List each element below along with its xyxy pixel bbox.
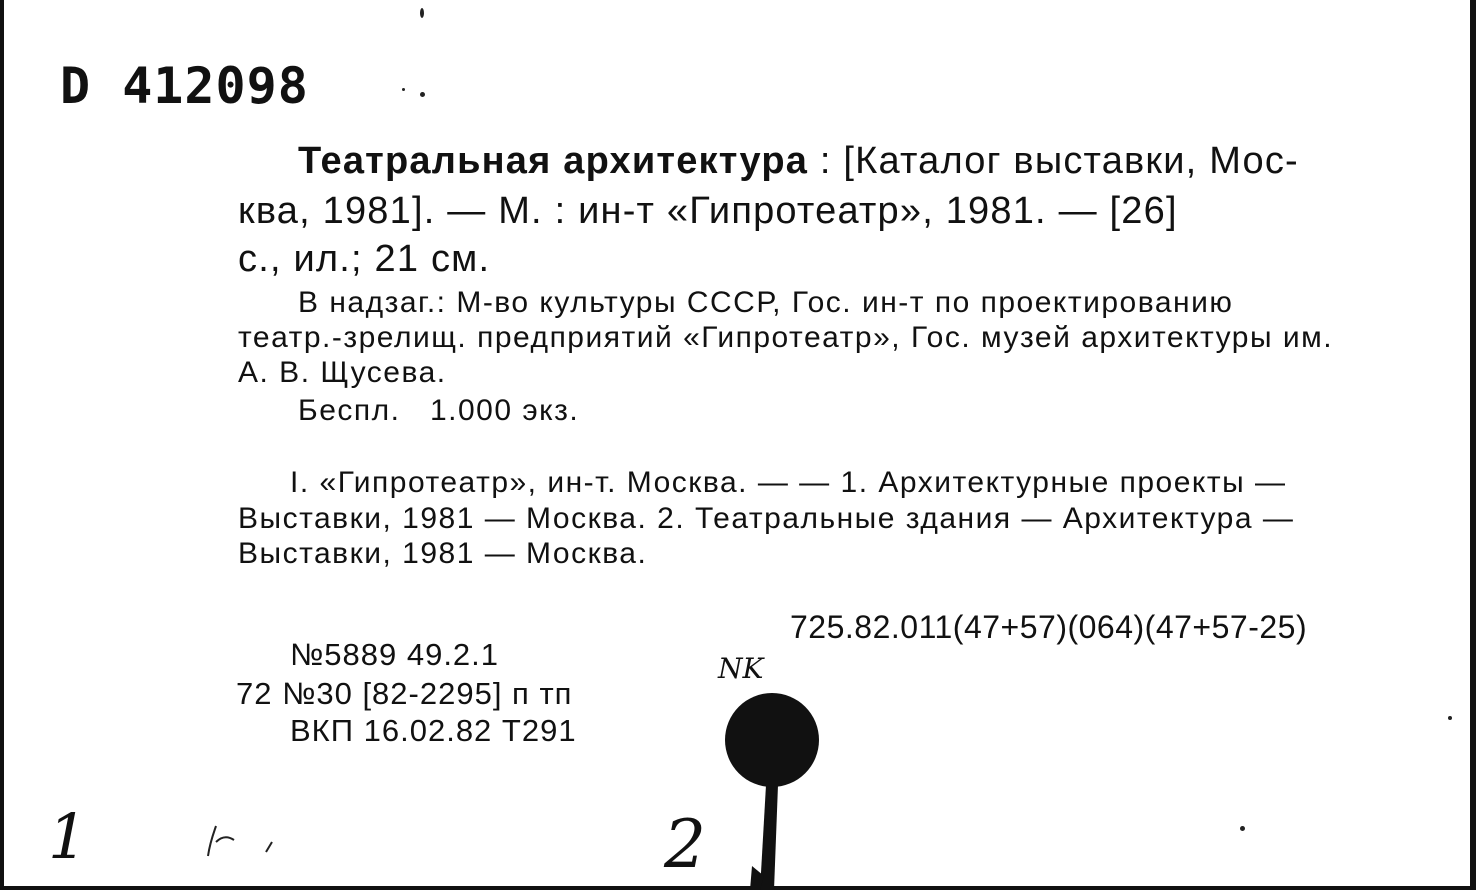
title-line [298, 140, 1299, 183]
handwritten-two: 2 [664, 806, 706, 883]
catalog-id: D 412098 [60, 57, 309, 115]
card-border-right [1470, 0, 1476, 890]
title-line: с., ил.; 21 см. [238, 238, 491, 280]
title-rest: : [Каталог выставки, Мос- [808, 140, 1299, 182]
speck [420, 92, 425, 97]
accession-line: 72 №30 [82-2295] п тп [236, 676, 573, 711]
free-copies-line: Беспл. 1.000 экз. [298, 394, 580, 427]
note-line: театр.-зрелищ. предприятий «Гипротеатр», Гос. музей архитектуры им. [238, 321, 1334, 354]
subject-line: Выставки, 1981 — Москва. [238, 537, 648, 570]
handwritten-nk: NK [718, 652, 764, 685]
note-line: В надзаг.: М-во культуры СССР, Гос. ин-т по проектированию [298, 286, 1234, 319]
title-line: ква, 1981]. — М. : ин-т «Гипротеатр», 1981. — [26] [238, 190, 1178, 232]
note-line: А. В. Щусева. [238, 356, 447, 389]
udc-code: 725.82.011(47+57)(064)(47+57-25) [790, 609, 1308, 645]
handwritten-one: 1 [48, 800, 88, 873]
handwritten-scribble [200, 812, 290, 862]
subject-line: Выставки, 1981 — Москва. 2. Театральные здания — Архитектура — [238, 502, 1295, 535]
title-bold: Театральная архитектура [298, 140, 809, 182]
accession-line: ВКП 16.02.82 Т291 [290, 713, 577, 748]
speck [1240, 826, 1245, 831]
speck [402, 88, 405, 91]
subject-line: I. «Гипротеатр», ин-т. Москва. — — 1. Архитектурные проекты — [290, 466, 1287, 499]
accession-line: №5889 49.2.1 [290, 637, 500, 672]
card-border-left [0, 0, 4, 890]
speck [1448, 716, 1452, 720]
speck [420, 8, 424, 18]
punched-hole [716, 690, 826, 890]
